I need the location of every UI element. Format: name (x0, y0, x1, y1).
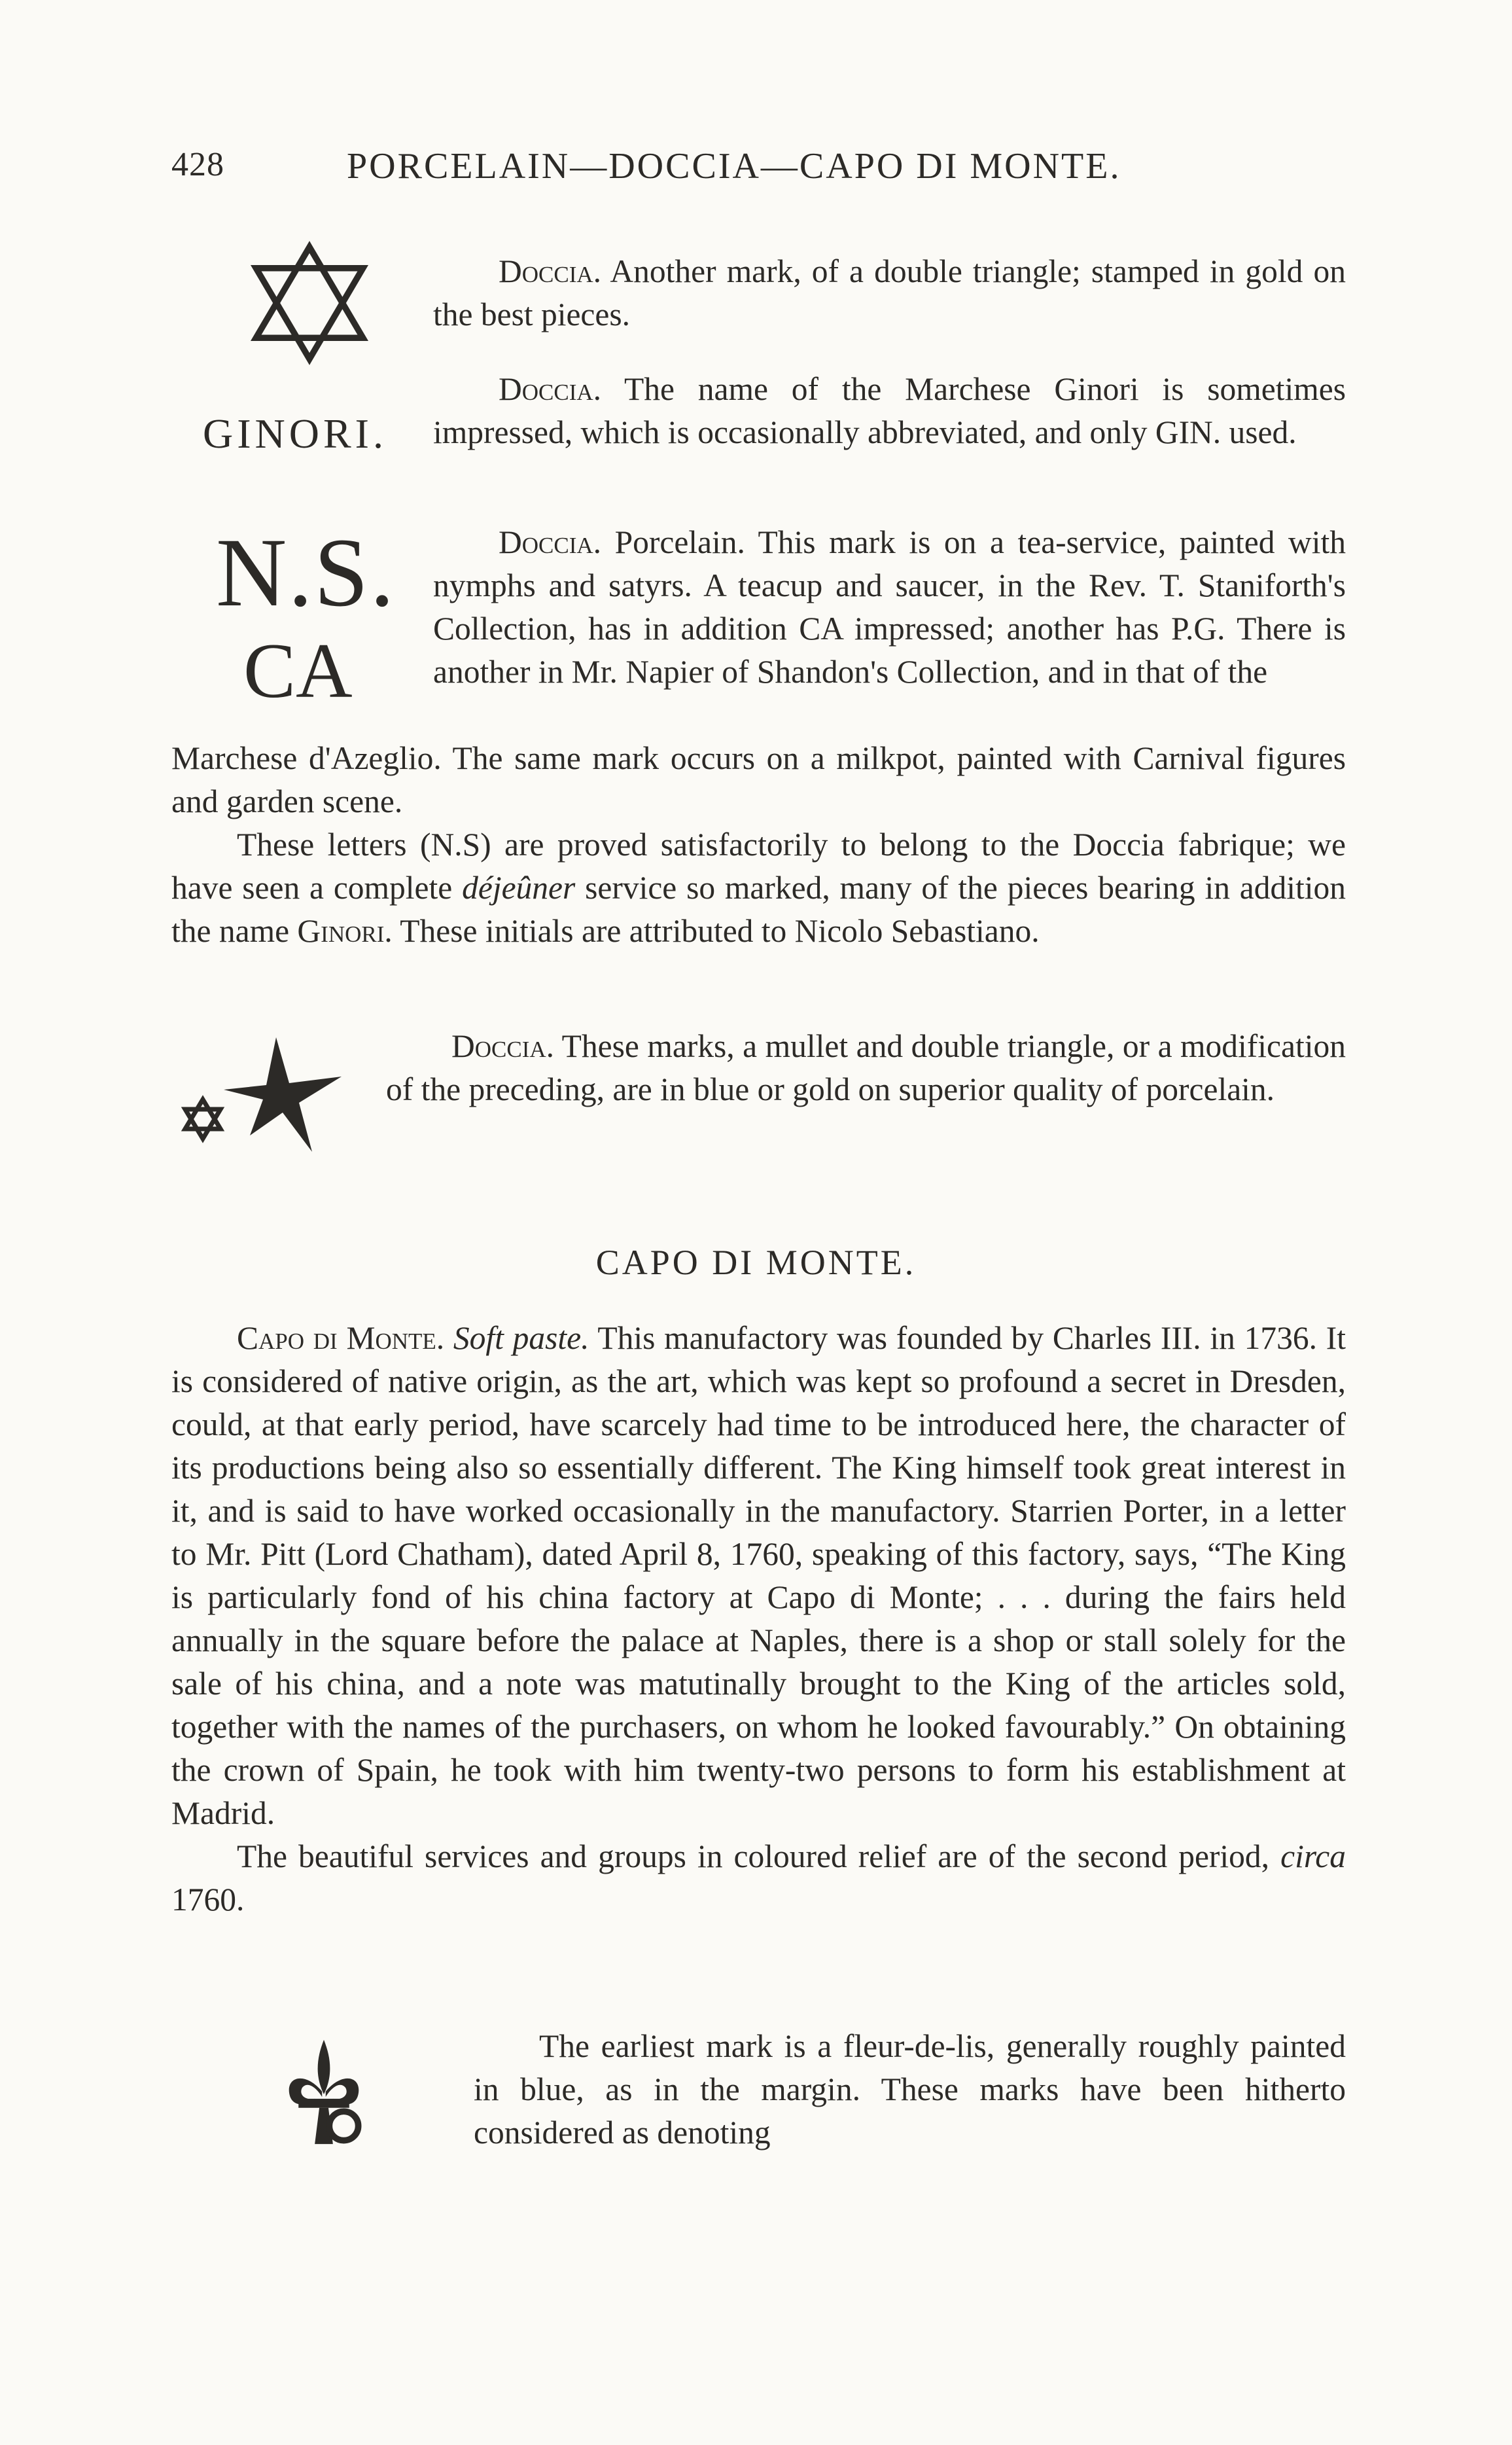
entry-label: Doccia. (451, 1028, 555, 1064)
mullet-and-double-triangle-icon (178, 1027, 355, 1158)
entry-doccia-ns (433, 521, 1346, 694)
paragraph-text: The beautiful services and groups in coloured relief are of the second period, (237, 1838, 1270, 1874)
paragraph-text: These initials are attributed to Nicolo Sebastiano. (400, 913, 1040, 949)
entry-label: Doccia. (499, 371, 602, 407)
italic-term: Soft paste. (453, 1320, 589, 1356)
page-number: 428 (171, 146, 224, 183)
paragraph-text: The earliest mark is a fleur-de-lis, generally roughly painted in blue, as in the margin. These marks have been hitherto considered as denoting (474, 2028, 1346, 2151)
running-title: PORCELAIN—DOCCIA—CAPO DI MONTE. (347, 146, 1121, 187)
entry-label: Doccia. (499, 524, 602, 560)
section-heading: CAPO DI MONTE. (595, 1243, 917, 1282)
entry-doccia-mullet (386, 1025, 1346, 1111)
entry-text: Another mark, of a double triangle; stamped in gold on the best pieces. (433, 253, 1346, 332)
ns-mark: N.S. (216, 518, 396, 627)
paragraph-text: These letters (N.S) are proved satisfactorily to belong to the Doccia fabrique; we have seen a complete (171, 827, 1346, 906)
entry-doccia-double-triangle (433, 250, 1346, 336)
entry-text: Marchese d'Azeglio. The same mark occurs on a milkpot, painted with Carnival figures and garden scene. (171, 740, 1346, 819)
italic-term: circa (1280, 1838, 1346, 1874)
paragraph-text: service so marked, many of the pieces bearing in addition the name (171, 870, 1346, 949)
capo-di-monte-body (171, 1317, 1346, 1921)
entry-label: Capo di Monte. (237, 1320, 445, 1356)
entry-text: These marks, a mullet and double triangle, or a modification of the preceding, are in blue or gold on superior quality of porcelain. (386, 1028, 1346, 1107)
name-smallcaps: Ginori. (297, 913, 393, 949)
running-header (0, 145, 1512, 198)
capo-fleur-de-lis-entry (474, 2025, 1346, 2154)
fleur-de-lis-icon (278, 2035, 370, 2153)
entry-doccia-ginori (433, 368, 1346, 454)
paragraph-text: 1760. (171, 1882, 245, 1918)
italic-term: déjeûner (462, 870, 576, 906)
double-triangle-star-icon (247, 241, 372, 365)
entry-text: Porcelain. This mark is on a tea-service, painted with nymphs and satyrs. A teacup and saucer, in the Rev. T. Staniforth's Collection, has in addition CA impressed; another has P.G. There is another in Mr. Napier of Shandon's Collection, and in that of the (433, 524, 1346, 690)
ca-mark: CA (243, 627, 353, 714)
entry-label: Doccia. (499, 253, 602, 289)
ginori-mark: GINORI. (203, 410, 387, 457)
paragraph-text: This manufactory was founded by Charles III. in 1736. It is considered of native origin, as the art, which was kept so profound a secret in Dresden, could, at that early period, have scarcely had time to be introduced here, the character of its productions being also so essentially different. The King himself took great interest in it, and is said to have worked occasionally in the manufactory. Starrien Porter, in a letter to Mr. Pitt (Lord Chatham), dated April 8, 1760, speaking of this factory, says, “The King is particularly fond of his china factory at Capo di Monte; . . . during the fairs held annually in the square before the palace at Naples, there is a shop or stall solely for the sale of his china, and a note was matutinally brought to the King of the articles sold, together with the names of the purchasers, on whom he looked favourably.” On obtaining the crown of Spain, he took with him twenty-two persons to form his establishment at Madrid. (171, 1320, 1346, 1831)
entry-text: The name of the Marchese Ginori is sometimes impressed, which is occasionally abbreviated, and only GIN. used. (433, 371, 1346, 450)
entry-doccia-ns-continued (171, 737, 1346, 953)
